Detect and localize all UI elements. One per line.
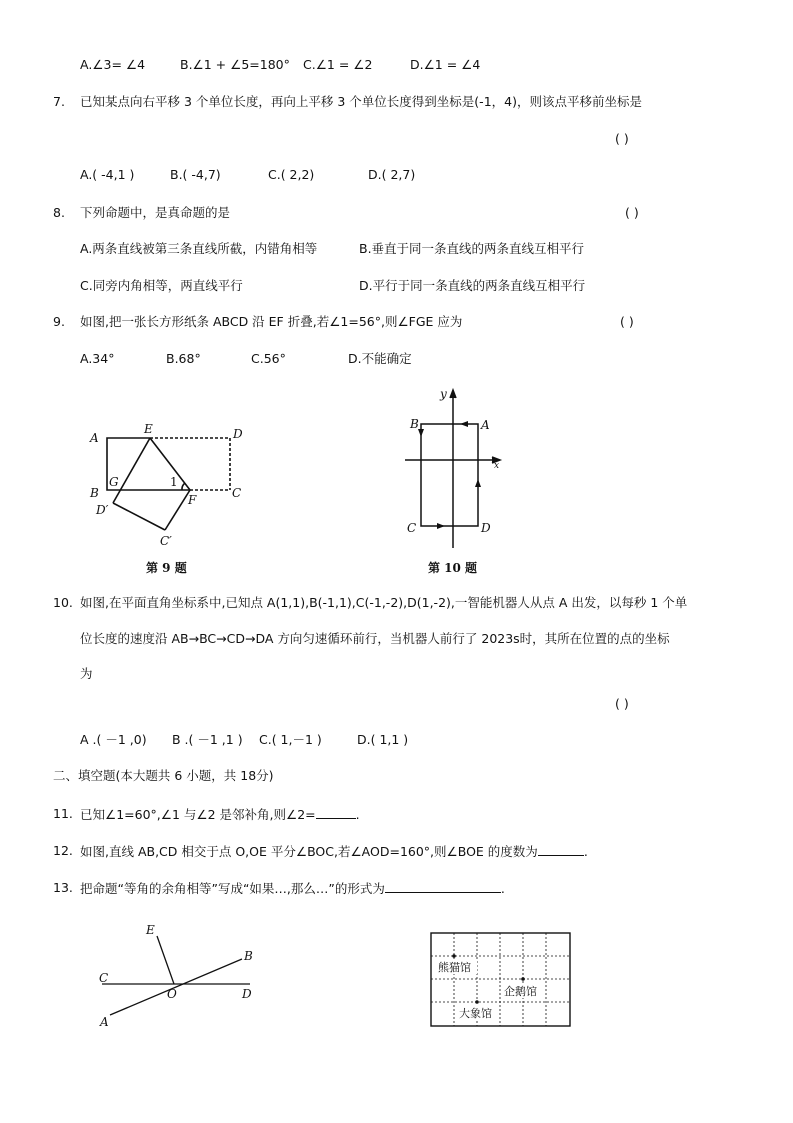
q10-stem-line1: 如图,在平面直角坐标系中,已知点 A(1,1),B(-1,1),C(-1,-2),D(1,-2),一智能机器人从点 A 出发，以每秒 1 个单 <box>80 595 688 610</box>
fig10-label-x: x <box>494 461 500 471</box>
fig10-label-b: B <box>410 417 419 431</box>
fig10-caption: 第 10 题 <box>428 561 478 575</box>
q8-option-c: C.同旁内角相等，两直线平行 <box>80 278 243 293</box>
q13-answer-blank[interactable] <box>385 880 501 893</box>
fig10-label-d: D <box>481 521 491 535</box>
fig10-label-y: y <box>440 387 447 401</box>
fig10-label-a: A <box>481 418 490 432</box>
fig12-label-o: O <box>167 987 177 1001</box>
fig12-label-e: E <box>146 923 155 937</box>
q8-option-a: A.两条直线被第三条直线所截，内错角相等 <box>80 241 318 256</box>
fig14-label-elephant: 大象馆 <box>459 1007 492 1020</box>
figure-14-zoo-grid <box>430 932 572 1028</box>
fig9-label-a: A <box>90 431 99 445</box>
q6-option-b: B.∠1 + ∠5=180° <box>180 57 290 72</box>
q9-stem: 如图,把一张长方形纸条 ABCD 沿 EF 折叠,若∠1=56°,则∠FGE 应为 <box>80 314 463 329</box>
fig12-label-d: D <box>242 987 252 1001</box>
figure-12-intersecting-lines <box>90 918 270 1038</box>
figure-9-folded-strip <box>80 418 260 578</box>
q8-number: 8. <box>53 205 65 220</box>
q8-option-b: B.垂直于同一条直线的两条直线互相平行 <box>359 241 585 256</box>
q10-option-b: B .( －1 ,1 ) <box>172 732 243 747</box>
fig9-label-e: E <box>144 422 153 436</box>
q10-option-a: A .( －1 ,0) <box>80 732 147 747</box>
q6-option-d: D.∠1 = ∠4 <box>410 57 481 72</box>
fig12-label-c: C <box>99 971 109 985</box>
q12-number: 12. <box>53 843 73 858</box>
fig9-caption: 第 9 题 <box>146 561 187 575</box>
q9-option-a: A.34° <box>80 351 115 366</box>
q10-answer-paren: ( ) <box>615 696 629 711</box>
q7-answer-paren: ( ) <box>615 131 629 146</box>
q9-number: 9. <box>53 314 65 329</box>
fig9-label-b: B <box>90 486 99 500</box>
fig14-label-penguin: 企鹅馆 <box>504 985 537 998</box>
fig9-label-c-prime: C′ <box>160 534 172 548</box>
fig14-label-panda: 熊猫馆 <box>438 961 471 974</box>
q13-number: 13. <box>53 880 73 895</box>
fig10-label-c: C <box>407 521 417 535</box>
q9-answer-paren: ( ) <box>620 314 634 329</box>
q10-option-d: D.( 1,1 ) <box>357 732 409 747</box>
q8-answer-paren: ( ) <box>625 205 639 220</box>
q10-stem-line3: 为 <box>80 666 93 681</box>
q12-end: . <box>583 844 588 859</box>
q8-stem: 下列命题中，是真命题的是 <box>80 205 231 220</box>
fig9-label-d-prime: D′ <box>96 503 109 517</box>
figure-10-robot-path <box>390 382 520 578</box>
q10-option-c: C.( 1,－1 ) <box>259 732 322 747</box>
q7-number: 7. <box>53 94 65 109</box>
q13-line <box>80 880 505 897</box>
q7-option-b: B.( -4,7) <box>170 167 221 182</box>
fig12-label-b: B <box>244 949 253 963</box>
q9-option-c: C.56° <box>251 351 286 366</box>
q12-answer-blank[interactable] <box>538 843 584 856</box>
fig9-label-f: F <box>188 493 197 507</box>
fig9-label-d: D <box>233 427 243 441</box>
q13-end: . <box>500 881 505 896</box>
q11-number: 11. <box>53 806 73 821</box>
fig9-label-g: G <box>109 475 119 489</box>
fig9-label-c: C <box>232 486 242 500</box>
fig12-label-a: A <box>100 1015 109 1029</box>
q10-number: 10. <box>53 595 73 610</box>
q12-stem: 如图,直线 AB,CD 相交于点 O,OE 平分∠BOC,若∠AOD=160°,则∠BOE 的度数为 <box>80 844 538 859</box>
q7-option-c: C.( 2,2) <box>268 167 315 182</box>
q11-end: . <box>355 807 360 822</box>
q8-option-d: D.平行于同一条直线的两条直线互相平行 <box>359 278 586 293</box>
q11-stem: 已知∠1=60°,∠1 与∠2 是邻补角,则∠2= <box>80 807 316 822</box>
q9-option-d: D.不能确定 <box>348 351 412 366</box>
q7-option-d: D.( 2,7) <box>368 167 416 182</box>
q7-option-a: A.( -4,1 ) <box>80 167 135 182</box>
q11-line <box>80 806 360 823</box>
fig9-label-1: 1 <box>170 475 178 489</box>
q10-stem-line2: 位长度的速度沿 AB→BC→CD→DA 方向匀速循环前行，当机器人前行了 2023s时，其所在位置的点的坐标 <box>80 631 670 646</box>
q7-stem: 已知某点向右平移 3 个单位长度，再向上平移 3 个单位长度得到坐标是(-1，4)，则该点平移前坐标是 <box>80 94 642 109</box>
q6-option-a: A.∠3= ∠4 <box>80 57 146 72</box>
section-2-heading: 二、填空题(本大题共 6 小题，共 18分) <box>53 768 274 783</box>
q6-option-c: C.∠1 = ∠2 <box>303 57 373 72</box>
q13-stem: 把命题“等角的余角相等”写成“如果…,那么…”的形式为 <box>80 881 385 896</box>
q9-option-b: B.68° <box>166 351 201 366</box>
q12-line <box>80 843 588 860</box>
q11-answer-blank[interactable] <box>316 806 356 819</box>
